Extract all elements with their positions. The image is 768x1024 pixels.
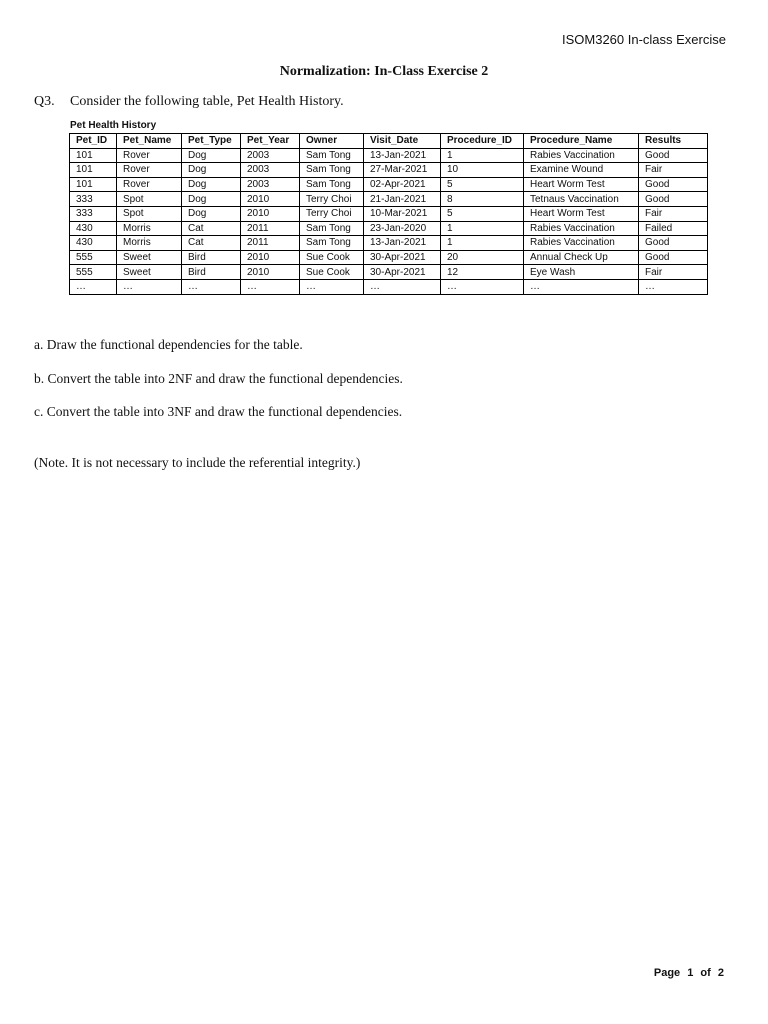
part-b-text: b. Convert the table into 2NF and draw the functional dependencies. — [34, 371, 403, 386]
question-text: Consider the following table, Pet Health History. — [70, 94, 344, 109]
table-row — [70, 279, 708, 294]
table-cell: Rabies Vaccination — [524, 236, 639, 251]
table-cell: Sweet — [117, 265, 182, 280]
table-cell: Dog — [182, 177, 241, 192]
table-row — [70, 221, 708, 236]
column-header: Owner — [300, 134, 364, 149]
column-header: Visit_Date — [364, 134, 441, 149]
page-number: 1 — [687, 967, 694, 979]
column-header: Pet_Name — [117, 134, 182, 149]
column-header: Pet_ID — [70, 134, 117, 149]
of-label: of — [700, 967, 711, 979]
table-cell: Rabies Vaccination — [524, 221, 639, 236]
table-cell: Cat — [182, 221, 241, 236]
table-cell: Heart Worm Test — [524, 177, 639, 192]
table-cell: … — [241, 279, 300, 294]
table-cell: 13-Jan-2021 — [364, 148, 441, 163]
page-title: Normalization: In-Class Exercise 2 — [279, 64, 489, 79]
table-cell: Sam Tong — [300, 221, 364, 236]
table-cell: Examine Wound — [524, 163, 639, 178]
table-cell: Sam Tong — [300, 163, 364, 178]
table-cell: 101 — [70, 163, 117, 178]
table-cell: 30-Apr-2021 — [364, 250, 441, 265]
table-cell: … — [441, 279, 524, 294]
table-cell: 13-Jan-2021 — [364, 236, 441, 251]
table-cell: Sam Tong — [300, 177, 364, 192]
table-row — [70, 163, 708, 178]
column-header: Procedure_ID — [441, 134, 524, 149]
table-header-row — [70, 134, 708, 149]
table-cell: 1 — [441, 236, 524, 251]
table-cell: 2011 — [241, 221, 300, 236]
page-footer — [652, 967, 726, 979]
table-cell: Bird — [182, 250, 241, 265]
table-row — [70, 177, 708, 192]
table-cell: 555 — [70, 250, 117, 265]
table-cell: … — [639, 279, 708, 294]
table-cell: 333 — [70, 192, 117, 207]
table-cell: Good — [639, 148, 708, 163]
table-cell: 5 — [441, 206, 524, 221]
course-header: ISOM3260 In-class Exercise — [561, 32, 726, 47]
column-header: Results — [639, 134, 708, 149]
pet-health-history-table — [69, 133, 708, 295]
table-cell: 2010 — [241, 265, 300, 280]
table-cell: Dog — [182, 148, 241, 163]
table-cell: … — [70, 279, 117, 294]
table-cell: Sam Tong — [300, 148, 364, 163]
part-a-text: a. Draw the functional dependencies for the table. — [34, 337, 303, 352]
table-cell: 2010 — [241, 192, 300, 207]
table-cell: 2003 — [241, 177, 300, 192]
table-row — [70, 206, 708, 221]
table-cell: Dog — [182, 206, 241, 221]
table-cell: Annual Check Up — [524, 250, 639, 265]
column-header: Pet_Year — [241, 134, 300, 149]
table-cell: … — [300, 279, 364, 294]
total-pages: 2 — [717, 967, 724, 979]
table-cell: Morris — [117, 221, 182, 236]
table-cell: Good — [639, 236, 708, 251]
table-cell: 27-Mar-2021 — [364, 163, 441, 178]
table-row — [70, 236, 708, 251]
column-header: Procedure_Name — [524, 134, 639, 149]
table-cell: 2010 — [241, 250, 300, 265]
table-cell: 1 — [441, 221, 524, 236]
table-cell: Sweet — [117, 250, 182, 265]
table-cell: 8 — [441, 192, 524, 207]
table-cell: Failed — [639, 221, 708, 236]
table-cell: Good — [639, 192, 708, 207]
question-prompt — [34, 94, 344, 110]
table-cell: 430 — [70, 236, 117, 251]
table-cell: Bird — [182, 265, 241, 280]
table-row — [70, 148, 708, 163]
table-cell: Fair — [639, 265, 708, 280]
table-cell: 2010 — [241, 206, 300, 221]
table-cell: Cat — [182, 236, 241, 251]
table-cell: 333 — [70, 206, 117, 221]
table-cell: Spot — [117, 192, 182, 207]
table-cell: 10-Mar-2021 — [364, 206, 441, 221]
table-cell: Fair — [639, 206, 708, 221]
table-cell: Sam Tong — [300, 236, 364, 251]
table-cell: Heart Worm Test — [524, 206, 639, 221]
column-header: Pet_Type — [182, 134, 241, 149]
table-cell: 02-Apr-2021 — [364, 177, 441, 192]
table-cell: Morris — [117, 236, 182, 251]
table-cell: Rover — [117, 177, 182, 192]
table-cell: 1 — [441, 148, 524, 163]
table-cell: 430 — [70, 221, 117, 236]
table-cell: Tetnaus Vaccination — [524, 192, 639, 207]
table-row — [70, 250, 708, 265]
table-cell: 2003 — [241, 163, 300, 178]
table-cell: 20 — [441, 250, 524, 265]
table-cell: 21-Jan-2021 — [364, 192, 441, 207]
table-row — [70, 265, 708, 280]
page-label: Page — [653, 967, 681, 979]
table-cell: Rover — [117, 148, 182, 163]
table-cell: Sue Cook — [300, 265, 364, 280]
table-cell: Sue Cook — [300, 250, 364, 265]
table-cell: 30-Apr-2021 — [364, 265, 441, 280]
table-row — [70, 192, 708, 207]
table-cell: Dog — [182, 192, 241, 207]
table-cell: Fair — [639, 163, 708, 178]
table-cell: … — [364, 279, 441, 294]
table-cell: Good — [639, 250, 708, 265]
part-c-text: c. Convert the table into 3NF and draw the functional dependencies. — [34, 404, 403, 419]
table-cell: Terry Choi — [300, 192, 364, 207]
table-cell: 101 — [70, 177, 117, 192]
table-cell: … — [524, 279, 639, 294]
table-cell: Good — [639, 177, 708, 192]
table-cell: 101 — [70, 148, 117, 163]
table-cell: 2003 — [241, 148, 300, 163]
table-cell: Rabies Vaccination — [524, 148, 639, 163]
table-cell: 5 — [441, 177, 524, 192]
table-body — [70, 148, 708, 294]
table-cell: Terry Choi — [300, 206, 364, 221]
table-cell: 23-Jan-2020 — [364, 221, 441, 236]
table-cell: Eye Wash — [524, 265, 639, 280]
table-cell: … — [182, 279, 241, 294]
question-number: Q3. — [34, 94, 55, 109]
table-cell: Spot — [117, 206, 182, 221]
table-cell: Dog — [182, 163, 241, 178]
table-cell: Rover — [117, 163, 182, 178]
table-cell: 555 — [70, 265, 117, 280]
note-text: (Note. It is not necessary to include the referential integrity.) — [34, 455, 361, 470]
table-cell: 12 — [441, 265, 524, 280]
table-caption: Pet Health History — [70, 120, 157, 131]
table-cell: 10 — [441, 163, 524, 178]
table-cell: … — [117, 279, 182, 294]
table-cell: 2011 — [241, 236, 300, 251]
